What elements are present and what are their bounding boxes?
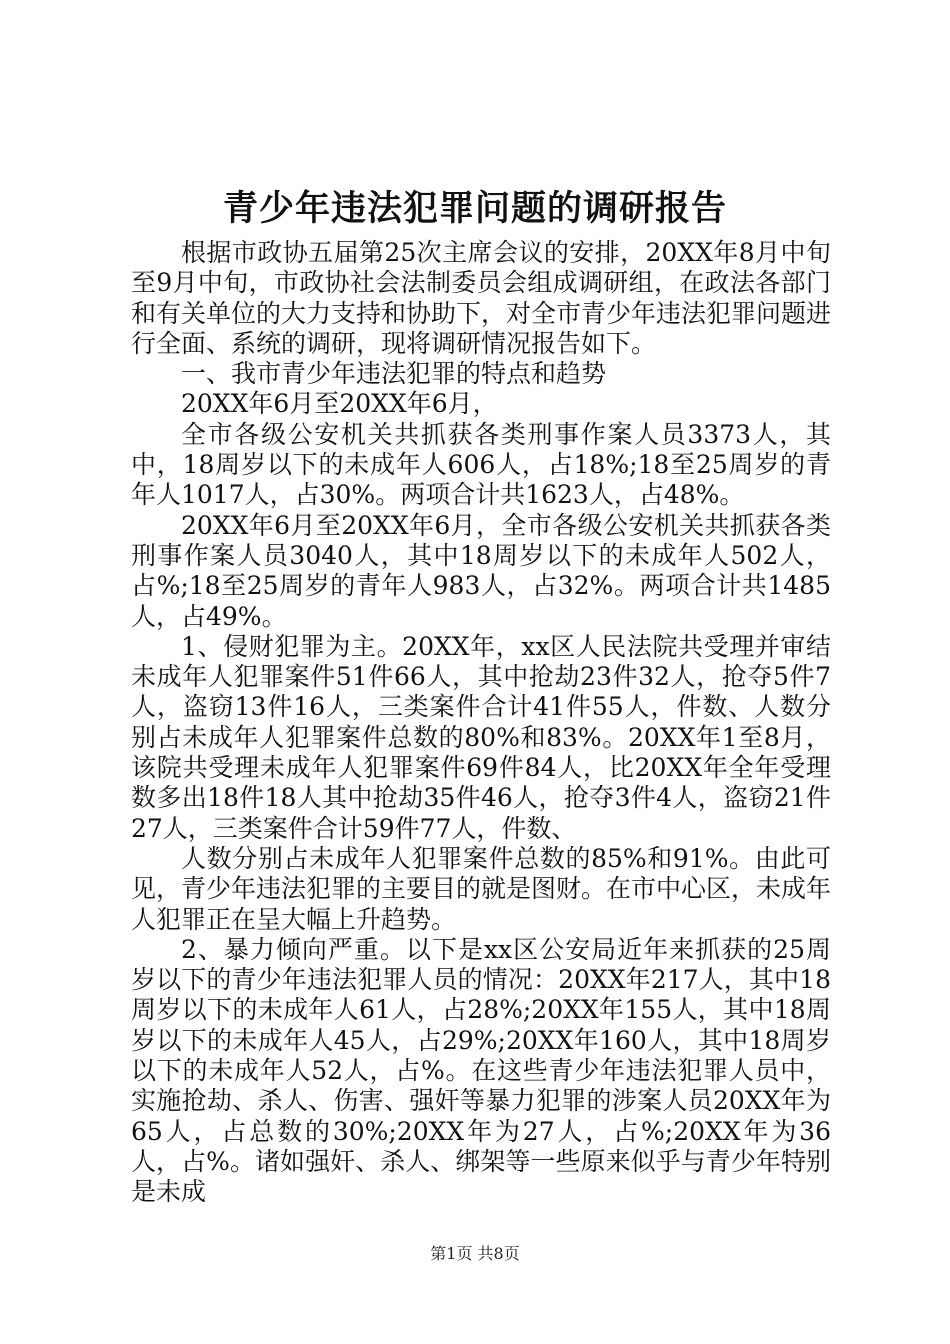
paragraph-property-crime-cont: 人数分别占未成年人犯罪案件总数的85%和91%。由此可见，青少年违法犯罪的主要目的就是图财。在市中心区，未成年人犯罪正在呈大幅上升趋势。	[131, 843, 832, 934]
paragraph-stats-1: 全市各级公安机关共抓获各类刑事作案人员3373人，其中，18周岁以下的未成年人606人，占18%;18至25周岁的青年人1017人，占30%。两项合计共1623人，占48%。	[131, 419, 832, 510]
paragraph-violence: 2、暴力倾向严重。以下是xx区公安局近年来抓获的25周岁以下的青少年违法犯罪人员的情况：20XX年217人，其中18周岁以下的未成年人61人，占28%;20XX年155人，其中18周岁以下的未成年人45人，占29%;20XX年160人，其中18周岁以下的未成年人52人，占%。在这些青少年违法犯罪人员中，实施抢劫、杀人、伤害、强奸等暴力犯罪的涉案人员20XX年为65人，占总数的30%;20XX年为27人，占%;20XX年为36人，占%。诸如强奸、杀人、绑架等一些原来似乎与青少年特别是未成	[131, 934, 831, 1207]
page-footer: 第1页 共8页	[430, 1244, 520, 1263]
section-heading: 一、我市青少年违法犯罪的特点和趋势	[181, 359, 607, 389]
document-body	[131, 238, 831, 1208]
document-title: 青少年违法犯罪问题的调研报告	[222, 188, 727, 229]
paragraph-period: 20XX年6月至20XX年6月，	[181, 389, 498, 419]
paragraph-property-crime: 1、侵财犯罪为主。20XX年，xx区人民法院共受理并审结未成年人犯罪案件51件66人，其中抢劫23件32人，抢夺5件7人，盗窃13件16人，三类案件合计41件55人，件数、人数分别占未成年人犯罪案件总数的80%和83%。20XX年1至8月，该院共受理未成年人犯罪案件69件84人，比20XX年全年受理数多出18件18人其中抢劫35件46人，抢夺3件4人，盗窃21件27人，三类案件合计59件77人，件数、	[131, 631, 831, 843]
paragraph-intro: 根据市政协五届第25次主席会议的安排，20XX年8月中旬至9月中旬，市政协社会法制委员会组成调研组，在政法各部门和有关单位的大力支持和协助下，对全市青少年违法犯罪问题进行全面、系统的调研，现将调研情况报告如下。	[131, 238, 832, 358]
paragraph-stats-2: 20XX年6月至20XX年6月，全市各级公安机关共抓获各类刑事作案人员3040人，其中18周岁以下的未成年人502人，占%;18至25周岁的青年人983人，占32%。两项合计共1485人，占49%。	[131, 510, 831, 631]
